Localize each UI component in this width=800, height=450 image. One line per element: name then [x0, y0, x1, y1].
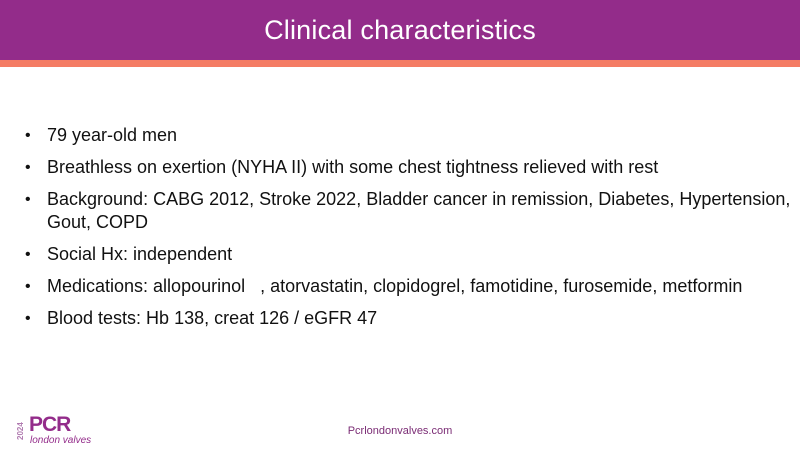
title-bar [0, 0, 800, 60]
bullet-text: 79 year-old men [47, 125, 178, 145]
bullet-dot: • [25, 127, 31, 144]
bullet-item [22, 188, 792, 234]
bullet-dot: • [25, 278, 31, 295]
slide-title: Clinical characteristics [264, 14, 536, 45]
bullet-item [22, 124, 792, 147]
logo-year: 2024 [16, 422, 25, 440]
bullet-dot: • [25, 246, 31, 263]
logo-brand: PCR [29, 413, 71, 436]
bullet-item [22, 243, 792, 266]
bullet-text: Blood tests: Hb 138, creat 126 / eGFR 47 [47, 308, 378, 328]
bullet-dot: • [25, 191, 31, 208]
footer-url: Pcrlondonvalves.com [347, 425, 453, 437]
bullet-item [22, 275, 792, 298]
bullet-text: Medications: allopourinol , atorvastatin, clopidogrel, famotidine, furosemide, metformin [47, 276, 743, 296]
bullet-dot: • [25, 159, 31, 176]
bullet-text: Social Hx: independent [47, 244, 233, 264]
bullet-item [22, 156, 792, 179]
bullet-text: Breathless on exertion (NYHA II) with some chest tightness relieved with rest [47, 157, 659, 177]
logo-subtitle: london valves [30, 435, 92, 446]
bullet-list [22, 124, 792, 339]
bullet-dot: • [25, 310, 31, 327]
bullet-text: Background: CABG 2012, Stroke 2022, Bladder cancer in remission, Diabetes, Hypertension, Gout, COPD [47, 189, 791, 232]
accent-bar [0, 60, 800, 67]
bullet-item [22, 307, 792, 330]
